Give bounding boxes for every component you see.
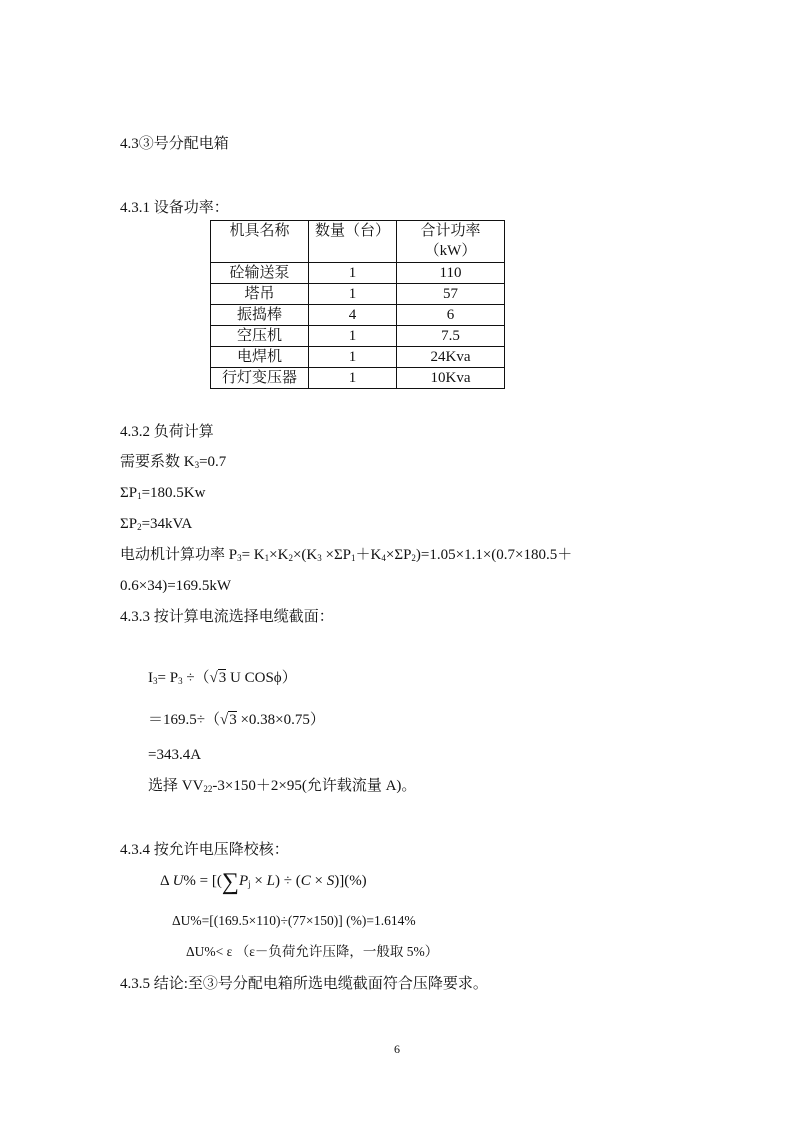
text-segment: 4.3.1 设备功率： (120, 200, 229, 216)
text-segment: ×ΣP (321, 547, 352, 563)
power-cell: 24Kva (397, 347, 505, 368)
text-segment: ×ΣP (385, 547, 412, 563)
subscript: j (248, 879, 251, 889)
subscript: 3 (153, 676, 158, 686)
equipment-name-cell: 振捣棒 (211, 305, 309, 326)
motor-power-formula (120, 546, 572, 564)
text-segment: ÷（ (182, 670, 210, 686)
variable: P (238, 873, 249, 889)
text-segment: = K (241, 547, 265, 563)
subsection-4-3-1 (120, 199, 229, 217)
equipment-name-cell: 塔吊 (211, 284, 309, 305)
header-quantity: 数量（台） (309, 221, 397, 263)
current-result (148, 746, 201, 764)
text-segment: 4.3.3 按计算电流选择电缆截面： (120, 609, 334, 625)
subscript: 1 (351, 553, 356, 563)
power-cell: 6 (397, 305, 505, 326)
subsection-4-3-2 (120, 423, 214, 441)
radicand: 3 (218, 670, 227, 686)
subscript: 1 (137, 491, 142, 501)
subscript: 3 (178, 676, 183, 686)
text-segment: ΣP (120, 485, 138, 501)
text-segment: % = [( (183, 873, 222, 889)
text-segment: ΔU%=[(169.5×110)÷(77×150)] (%)=1.614% (172, 913, 416, 928)
subscript: 2 (137, 522, 142, 532)
current-formula (148, 669, 297, 687)
text-segment: I (148, 670, 153, 686)
header-power (397, 221, 505, 263)
table-row (211, 305, 505, 326)
header-name: 机具名称 (211, 221, 309, 263)
text-segment: 电动机计算功率 P (120, 547, 238, 563)
equipment-power-table (210, 220, 505, 389)
variable: C (300, 873, 311, 889)
table-row (211, 368, 505, 389)
voltage-drop-formula (160, 869, 367, 895)
equipment-name-cell: 砼输送泵 (211, 263, 309, 284)
variable: L (266, 873, 275, 889)
sqrt-icon: √ (209, 670, 218, 686)
text-segment: ＝169.5÷（ (148, 712, 220, 728)
text-segment: 需要系数 K (120, 454, 195, 470)
quantity-cell: 1 (309, 326, 397, 347)
subscript: 3 (194, 460, 200, 470)
equipment-name-cell: 电焊机 (211, 347, 309, 368)
voltage-drop-calc (172, 912, 416, 930)
subscript: 22 (203, 784, 213, 794)
subscript: 3 (237, 553, 242, 563)
subscript: 4 (381, 553, 386, 563)
text-segment: 4.3.2 负荷计算 (120, 424, 214, 440)
text-segment: 4.3.5 结论:至③号分配电箱所选电缆截面符合压降要求。 (120, 976, 488, 992)
subsection-4-3-3 (120, 608, 334, 626)
text-segment: Δ (160, 873, 173, 889)
text-segment: =343.4A (148, 747, 202, 763)
sqrt-icon: √ (219, 712, 229, 728)
subscript: 2 (288, 553, 293, 563)
text-segment: 4.3③号分配电箱 (120, 136, 229, 152)
radicand: 3 (229, 712, 237, 728)
text-segment: ×(K (292, 547, 318, 563)
sum-p2 (120, 515, 192, 533)
text-segment: U COSϕ） (226, 670, 297, 686)
power-cell: 57 (397, 284, 505, 305)
variable: S (326, 873, 335, 889)
subscript: 2 (411, 553, 416, 563)
power-cell: 10Kva (397, 368, 505, 389)
power-cell: 110 (397, 263, 505, 284)
quantity-cell: 1 (309, 347, 397, 368)
text-segment: × (310, 873, 327, 889)
sum-p1 (120, 484, 205, 502)
text-segment: =180.5Kw (141, 485, 206, 501)
table-row (211, 326, 505, 347)
table-row (211, 284, 505, 305)
text-segment: ×0.38×0.75） (236, 712, 325, 728)
text-segment: ＋K (355, 547, 382, 563)
quantity-cell: 1 (309, 284, 397, 305)
summation-symbol: ∑ (221, 869, 239, 895)
equipment-name-cell: 空压机 (211, 326, 309, 347)
subscript: 1 (264, 553, 270, 563)
quantity-cell: 1 (309, 263, 397, 284)
header-power-unit: （kW） (424, 243, 477, 259)
current-substitution (148, 711, 325, 729)
text-segment: -3×150＋2×95(允许载流量 A)。 (212, 778, 417, 794)
cable-selection (148, 777, 416, 795)
text-segment: ΔU%< ε （ε－负荷允许压降，一般取 5%） (186, 944, 439, 959)
power-cell: 7.5 (397, 326, 505, 347)
voltage-drop-condition (186, 943, 438, 961)
text-segment: 选择 VV (148, 778, 204, 794)
text-segment: 4.3.4 按允许电压降校核： (120, 842, 289, 858)
text-segment: ΣP (120, 516, 138, 532)
page-number: 6 (394, 1042, 400, 1056)
section-title (120, 135, 229, 153)
table-header-row (211, 221, 505, 263)
text-segment: × (250, 873, 267, 889)
equipment-name-cell: 行灯变压器 (211, 368, 309, 389)
variable: U (172, 873, 184, 889)
table-row (211, 263, 505, 284)
text-segment: =0.7 (199, 454, 227, 470)
text-segment: ×K (269, 547, 289, 563)
text-segment: )](%) (334, 873, 367, 889)
motor-power-result (120, 577, 231, 595)
conclusion (120, 975, 488, 993)
quantity-cell: 1 (309, 368, 397, 389)
text-segment: =34kVA (141, 516, 193, 532)
demand-factor (120, 453, 226, 471)
header-power-label: 合计功率 (420, 223, 481, 239)
text-segment: ) ÷ ( (274, 873, 301, 889)
table-row (211, 347, 505, 368)
subscript: 3 (317, 553, 322, 563)
text-segment: )=1.05×1.1×(0.7×180.5＋ (415, 547, 573, 563)
quantity-cell: 4 (309, 305, 397, 326)
text-segment: 0.6×34)=169.5kW (120, 578, 232, 594)
text-segment: = P (157, 670, 179, 686)
subsection-4-3-4 (120, 841, 289, 859)
